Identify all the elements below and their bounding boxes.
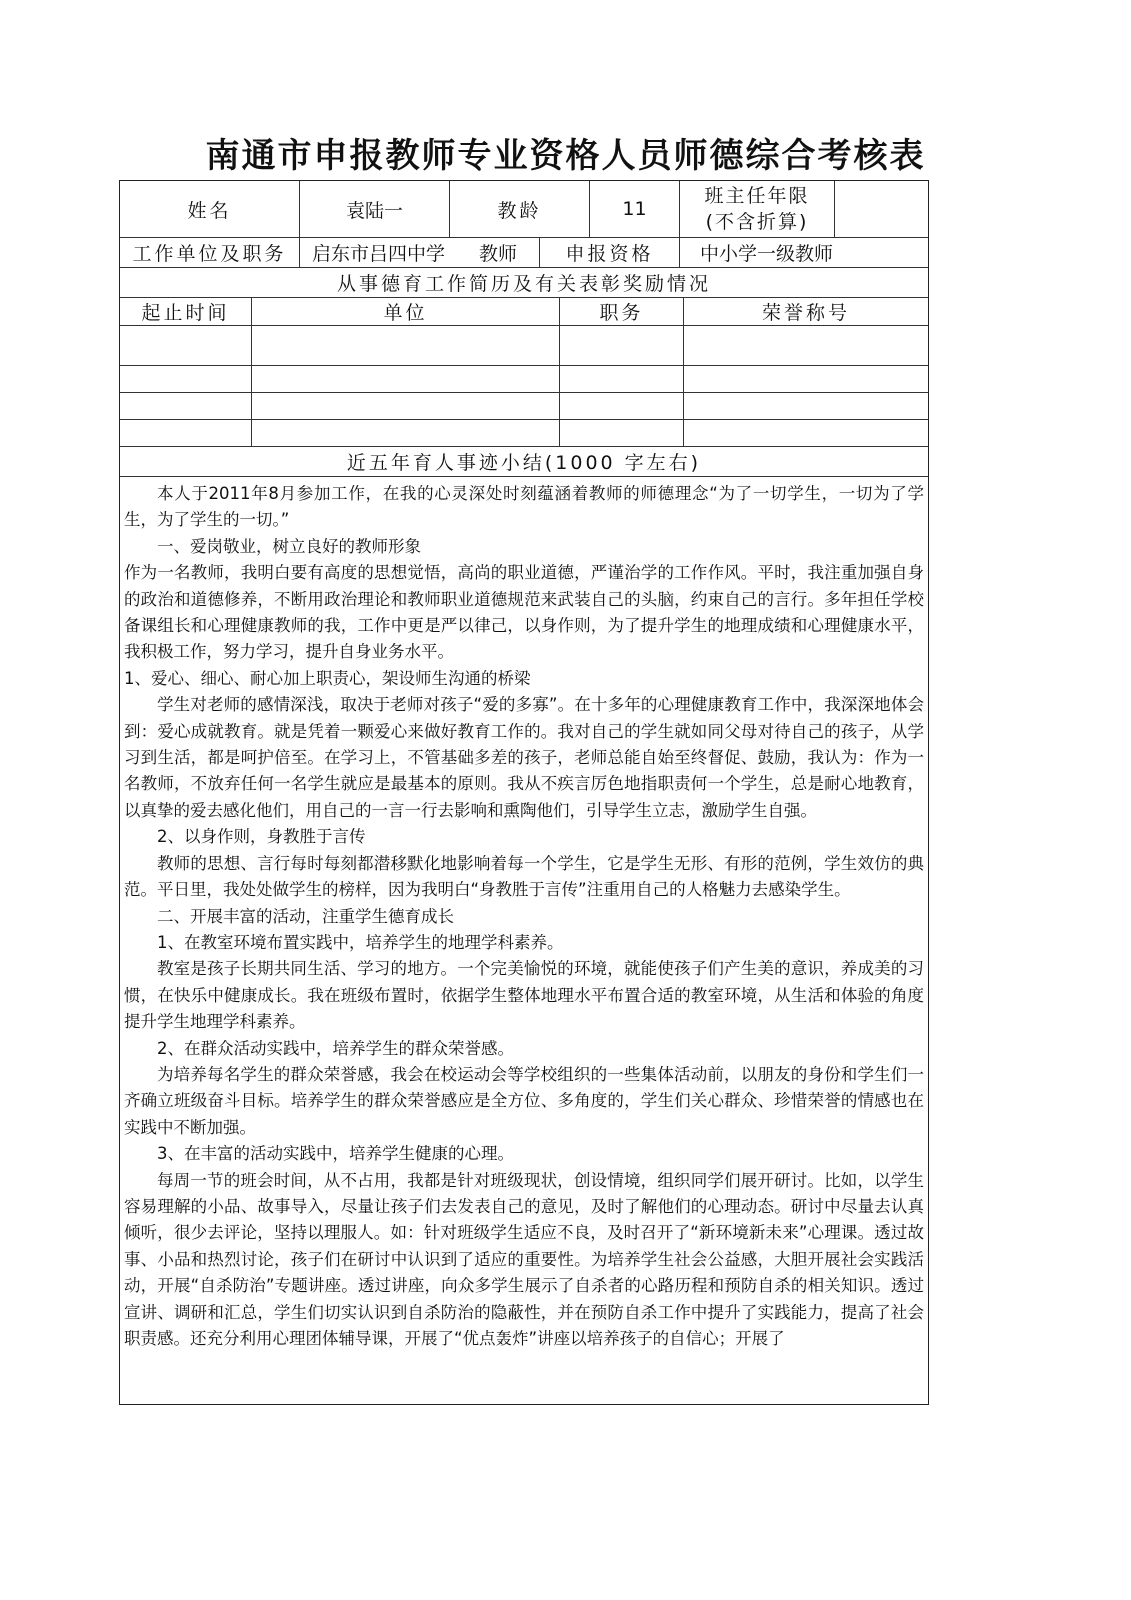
apply-label: 申报资格	[540, 238, 680, 267]
awards-header-period: 起止时间	[120, 298, 252, 325]
awards-header-honor: 荣誉称号	[761, 302, 850, 324]
summary-heading: 二、开展丰富的活动，注重学生德育成长	[157, 906, 454, 926]
awards-row	[120, 420, 928, 447]
awards-cell	[120, 326, 252, 365]
awards-cell	[252, 393, 560, 419]
summary-paragraph: 为培养每名学生的群众荣誉感，我会在校运动会等学校组织的一些集体活动前，以朋友的身份和学生们一齐确立班级奋斗目标。培养学生的群众荣誉感应是全方位、多角度的，学生们关心群众、珍惜荣誉的情感也在实践中不断加强。	[124, 1064, 924, 1137]
name-label: 姓名	[120, 181, 300, 237]
summary-heading: 3、在丰富的活动实践中，培养学生健康的心理。	[157, 1144, 514, 1164]
assessment-form	[119, 180, 929, 1405]
awards-row	[120, 393, 928, 420]
head-teacher-label-line1: 班主任年限	[704, 185, 810, 207]
awards-cell	[684, 326, 928, 365]
awards-cell	[684, 366, 928, 392]
head-teacher-label-line2: (不含折算)	[705, 211, 809, 233]
awards-header-position: 职务	[560, 298, 684, 325]
summary-heading: 1、爱心、细心、耐心加上职责心，架设师生沟通的桥梁	[124, 668, 531, 688]
apply-value: 中小学一级教师	[700, 243, 834, 265]
summary-paragraph: 每周一节的班会时间，从不占用，我都是针对班级现状，创设情境，组织同学们展开研讨。比如，以学生容易理解的小品、故事导入，尽量让孩子们去发表自己的意见，及时了解他们的心理动态。研讨中尽量去认真倾听，很少去评论，坚持以理服人。如：针对班级学生适应不良，及时召开了“新环境新未来”心理课。透过故事、小品和热烈讨论，孩子们在研讨中认识到了适应的重要性。为培养学生社会公益感，大胆开展社会实践活动，开展“自杀防治”专题讲座。透过讲座，向众多学生展示了自杀者的心路历程和预防自杀的相关知识。透过宣讲、调研和汇总，学生们切实认识到自杀防治的隐蔽性，并在预防自杀工作中提升了实践能力，提高了社会职责感。还充分利用心理团体辅导课，开展了“优点轰炸”讲座以培养孩子的自信心；开展了	[124, 1170, 924, 1348]
awards-header-row	[120, 298, 928, 326]
summary-heading: 2、以身作则，身教胜于言传	[157, 827, 366, 847]
awards-cell	[684, 393, 928, 419]
teaching-years-label: 教龄	[450, 181, 590, 237]
head-teacher-years-value	[835, 181, 928, 237]
awards-cell	[120, 393, 252, 419]
awards-section-row	[120, 268, 928, 298]
summary-heading: 1、在教室环境布置实践中，培养学生的地理学科素养。	[157, 932, 564, 952]
workplace-value	[300, 238, 540, 267]
awards-cell	[252, 420, 560, 446]
name-value: 袁陆一	[300, 181, 450, 237]
basic-info-row	[120, 181, 928, 238]
summary-heading: 一、爱岗敬业，树立良好的教师形象	[157, 536, 421, 556]
summary-body-row	[120, 477, 928, 1404]
awards-cell	[560, 366, 684, 392]
summary-paragraph: 本人于2011年8月参加工作，在我的心灵深处时刻蕴涵着教师的师德理念“为了一切学生，一切为了学生，为了学生的一切。”	[124, 484, 924, 530]
workplace-row	[120, 238, 928, 268]
awards-cell	[560, 326, 684, 365]
awards-cell	[252, 326, 560, 365]
awards-cell	[120, 366, 252, 392]
summary-section-row	[120, 447, 928, 477]
summary-section-title: 近五年育人事迹小结(1000 字左右)	[346, 452, 702, 474]
form-title: 南通市申报教师专业资格人员师德综合考核表	[205, 136, 926, 176]
awards-cell	[252, 366, 560, 392]
summary-body	[120, 477, 928, 1404]
position-value: 教师	[479, 243, 518, 265]
workplace-label: 工作单位及职务	[120, 238, 300, 267]
workplace-name: 启东市吕四中学	[312, 243, 446, 265]
awards-cell	[684, 420, 928, 446]
awards-cell	[120, 420, 252, 446]
summary-heading: 2、在群众活动实践中，培养学生的群众荣誉感。	[157, 1038, 514, 1058]
teaching-years-value: 11	[590, 181, 680, 237]
head-teacher-years-label	[680, 181, 835, 237]
awards-section-title: 从事德育工作简历及有关表彰奖励情况	[336, 273, 711, 295]
awards-row	[120, 366, 928, 393]
summary-paragraph: 学生对老师的感情深浅，取决于老师对孩子“爱的多寡”。在十多年的心理健康教育工作中，我深深地体会到：爱心成就教育。就是凭着一颗爱心来做好教育工作的。我对自己的学生就如同父母对待自己的孩子，从学习到生活，都是呵护倍至。在学习上，不管基础多差的孩子，老师总能自始至终督促、鼓励，我认为：作为一名教师，不放弃任何一名学生就应是最基本的原则。我从不疾言厉色地指职责何一个学生，总是耐心地教育，以真挚的爱去感化他们，用自己的一言一行去影响和熏陶他们，引导学生立志，激励学生自强。	[124, 695, 924, 820]
awards-cell	[560, 393, 684, 419]
summary-paragraph: 教师的思想、言行每时每刻都潜移默化地影响着每一个学生，它是学生无形、有形的范例，学生效仿的典范。平日里，我处处做学生的榜样，因为我明白“身教胜于言传”注重用自己的人格魅力去感染学生。	[124, 853, 924, 900]
awards-header-unit: 单位	[252, 298, 560, 325]
awards-row	[120, 326, 928, 366]
summary-paragraph: 教室是孩子长期共同生活、学习的地方。一个完美愉悦的环境，就能使孩子们产生美的意识，养成美的习惯，在快乐中健康成长。我在班级布置时，依据学生整体地理水平布置合适的教室环境，从生活和体验的角度提升学生地理学科素养。	[124, 959, 924, 1032]
summary-paragraph: 作为一名教师，我明白要有高度的思想觉悟，高尚的职业道德，严谨治学的工作作风。平时，我注重加强自身的政治和道德修养，不断用政治理论和教师职业道德规范来武装自己的头脑，约束自己的言行。多年担任学校备课组长和心理健康教师的我，工作中更是严以律己，以身作则，为了提升学生的地理成绩和心理健康水平，我积极工作，努力学习，提升自身业务水平。	[124, 563, 924, 662]
awards-cell	[560, 420, 684, 446]
